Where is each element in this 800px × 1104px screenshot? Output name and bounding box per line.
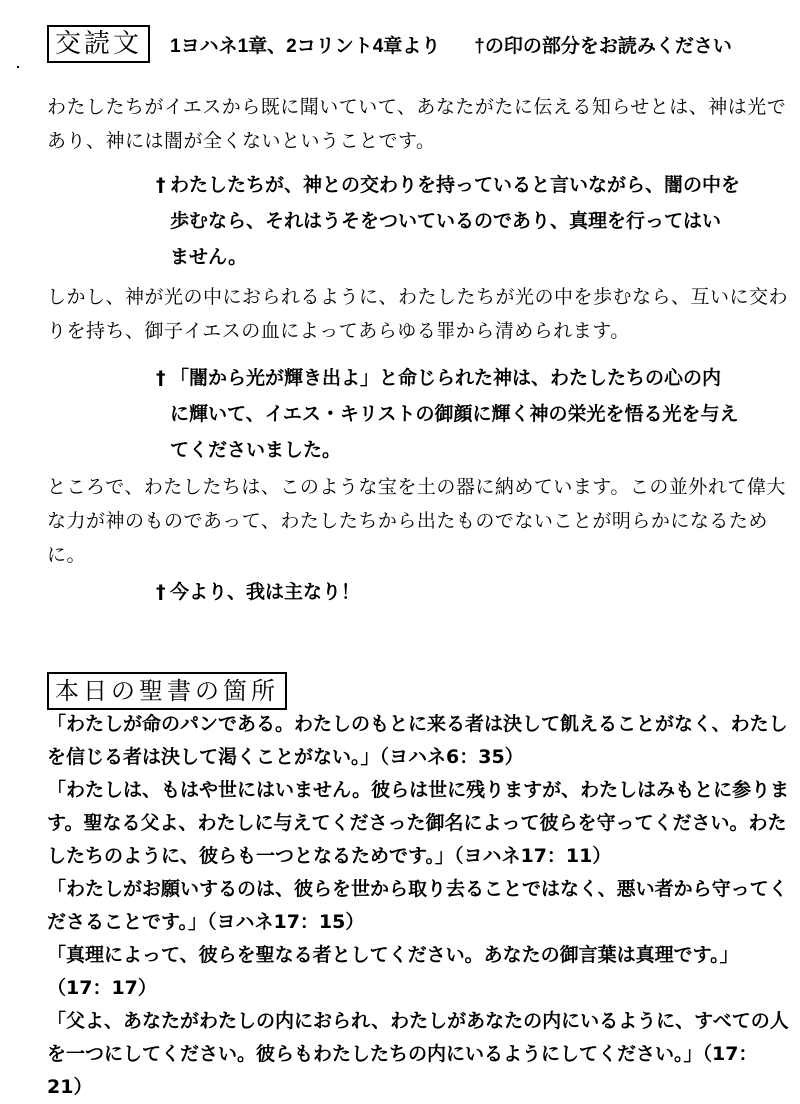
response-1-line-1: わたしたちが、神との交わりを持っていると言いながら、闇の中を: [170, 174, 741, 196]
scripture-verse: 「わたしが命のパンである。わたしのもとに来る者は決して飢えることがなく、わたしを信じる者は決して渇くことがない。」（ヨハネ6：35）: [47, 713, 788, 768]
cross-mark-icon: †: [156, 367, 166, 389]
response-2-line-1: 「闇から光が輝き出よ」と命じられた神は、わたしたちの心の内: [170, 367, 722, 389]
reading-source: 1ヨハネ1章、2コリント4章より: [170, 35, 441, 57]
congregation-response-3: [156, 574, 800, 610]
response-1-line-2: 歩むなら、それはうそをついているのであり、真理を行ってはい: [170, 210, 722, 232]
todays-scripture-label: 本日の聖書の箇所: [47, 672, 287, 710]
leader-paragraph-1: わたしたちがイエスから既に聞いていて、あなたがたに伝える知らせとは、神は光であり、神には闇が全くないということです。: [47, 96, 787, 152]
responsive-reading-header: [47, 24, 787, 64]
scripture-verse: 「父よ、あなたがわたしの内におられ、わたしがあなたの内にいるように、すべての人を一つにしてください。彼らもわたしたちの内にいるようにしてください。」（17：21）: [47, 1010, 789, 1098]
congregation-response-1: [156, 167, 800, 275]
response-2-line-2: に輝いて、イエス・キリストの御顔に輝く神の栄光を悟る光を与え: [170, 403, 739, 425]
reading-instruction: †の印の部分をお読みください: [474, 35, 732, 57]
scripture-verse: 「わたしがお願いするのは、彼らを世から取り去ることではなく、悪い者から守ってくださることです。」（ヨハネ17：15）: [47, 878, 788, 933]
cross-mark-icon: †: [156, 581, 166, 603]
scripture-verse: 「わたしは、もはや世にはいません。彼らは世に残りますが、わたしはみもとに参ります。聖なる父よ、わたしに与えてくださった御名によって彼らを守ってください。わたしたちのように、彼らも一つとなるためです。」（ヨハネ17：11）: [47, 779, 790, 867]
response-3-line: 今より、我は主なり！: [170, 581, 361, 603]
congregation-response-2: [156, 360, 800, 468]
scan-speck: [17, 66, 19, 68]
leader-paragraph-2: しかし、神が光の中におられるように、わたしたちが光の中を歩むなら、互いに交わりを持ち、御子イエスの血によってあらゆる罪から清められます。: [47, 286, 789, 342]
responsive-reading-label: 交読文: [47, 25, 150, 63]
response-2-line-3: てくださいました。: [170, 439, 342, 461]
response-1-line-3: ません。: [170, 246, 248, 268]
scripture-verse: 「真理によって、彼らを聖なる者としてください。あなたの御言葉は真理です。」（17：17）: [47, 944, 739, 999]
scripture-verse-list: [47, 708, 792, 1104]
todays-scripture-header: [47, 672, 287, 710]
cross-mark-icon: †: [156, 174, 166, 196]
leader-paragraph-3: ところで、わたしたちは、このような宝を土の器に納めています。この並外れて偉大な力が神のものであって、わたしたちから出たものでないことが明らかになるために。: [47, 476, 786, 566]
